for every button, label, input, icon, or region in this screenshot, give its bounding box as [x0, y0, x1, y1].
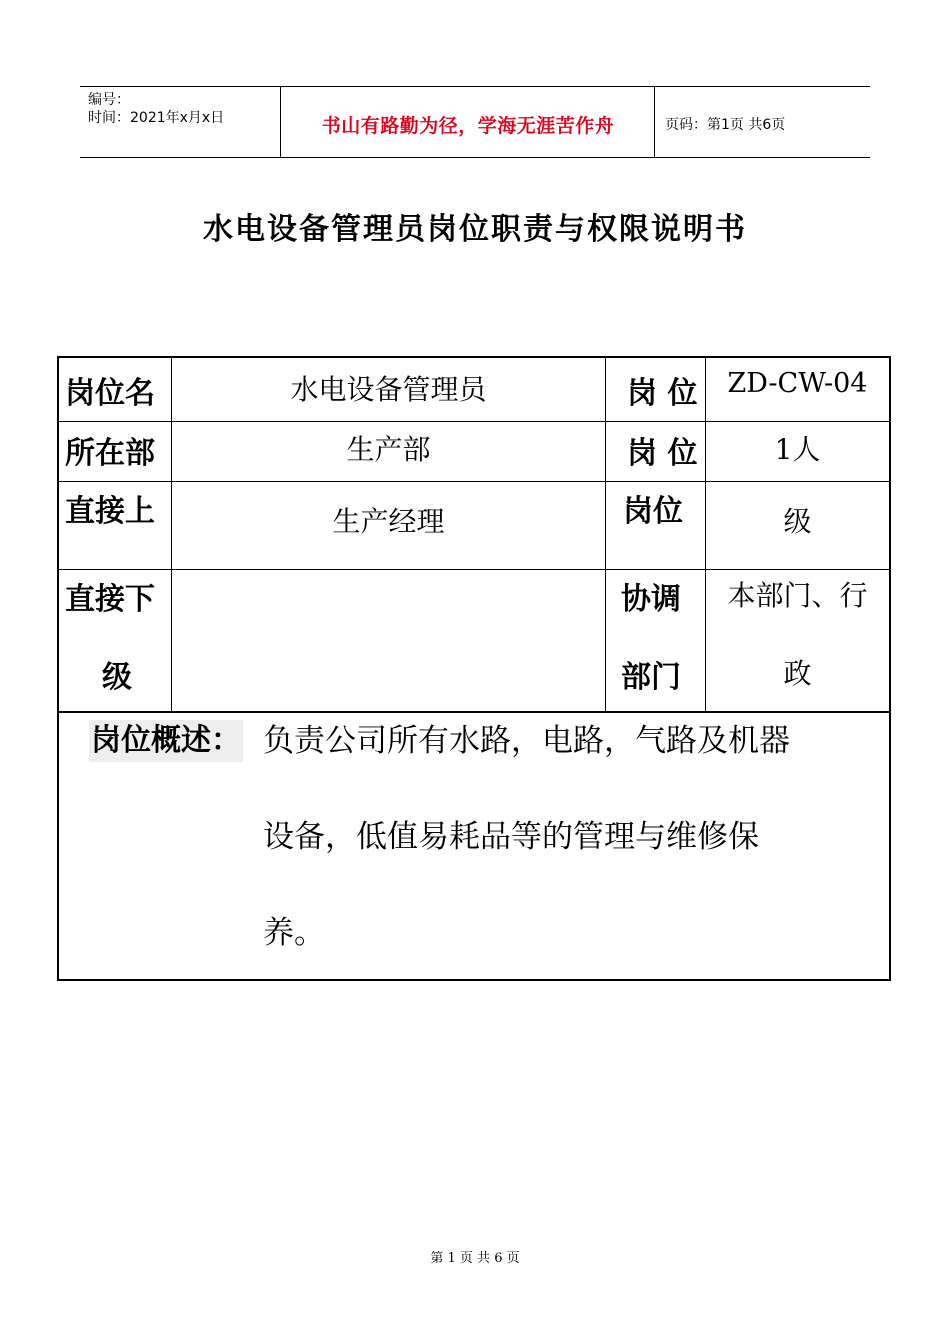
serial-label: 编号： — [88, 92, 130, 108]
position-name-label: 岗位名 — [65, 376, 155, 411]
headcount-label: 岗 位 — [627, 436, 698, 471]
coordinating-dept-label: 协调 — [621, 582, 681, 617]
department-label: 所在部 — [65, 436, 155, 471]
table-hline — [59, 481, 889, 482]
coordinating-dept-label: 部门 — [621, 660, 681, 695]
direct-subordinate-label: 级 — [102, 660, 132, 695]
position-level-value: 级 — [783, 505, 812, 538]
job-info-table — [57, 356, 891, 981]
overview-line: 养。 — [263, 915, 325, 951]
page-footer: 第 1 页 共 6 页 — [430, 1251, 520, 1266]
position-code-value: ZD-CW-04 — [727, 368, 868, 399]
coordinating-dept-value: 政 — [783, 657, 812, 690]
table-hline — [59, 421, 889, 422]
department-value: 生产部 — [346, 433, 431, 466]
date-label: 时间：2021年x月x日 — [88, 110, 225, 126]
document-title: 水电设备管理员岗位职责与权限说明书 — [203, 212, 747, 247]
position-code-label: 岗 位 — [627, 376, 698, 411]
document-header — [80, 86, 870, 158]
position-level-label: 岗位 — [623, 494, 683, 529]
header-page-info: 页码：第1页 共6页 — [665, 117, 786, 133]
table-hline — [59, 569, 889, 570]
overview-label: 岗位概述： — [89, 720, 243, 762]
overview-line: 负责公司所有水路，电路，气路及机器 — [263, 723, 790, 759]
direct-superior-label: 直接上 — [65, 494, 155, 529]
header-meta — [88, 91, 224, 127]
table-vline — [605, 358, 606, 712]
header-divider — [280, 87, 281, 157]
overview-line: 设备，低值易耗品等的管理与维修保 — [263, 819, 759, 855]
headcount-value: 1人 — [774, 433, 821, 466]
header-motto: 书山有路勤为径，学海无涯苦作舟 — [321, 115, 615, 137]
direct-superior-value: 生产经理 — [332, 505, 445, 538]
coordinating-dept-value: 本部门、行 — [727, 579, 868, 612]
overview-text — [263, 720, 873, 981]
direct-subordinate-label: 直接下 — [65, 582, 155, 617]
position-name-value: 水电设备管理员 — [290, 373, 487, 406]
header-divider — [654, 87, 655, 157]
table-hline — [59, 711, 889, 713]
